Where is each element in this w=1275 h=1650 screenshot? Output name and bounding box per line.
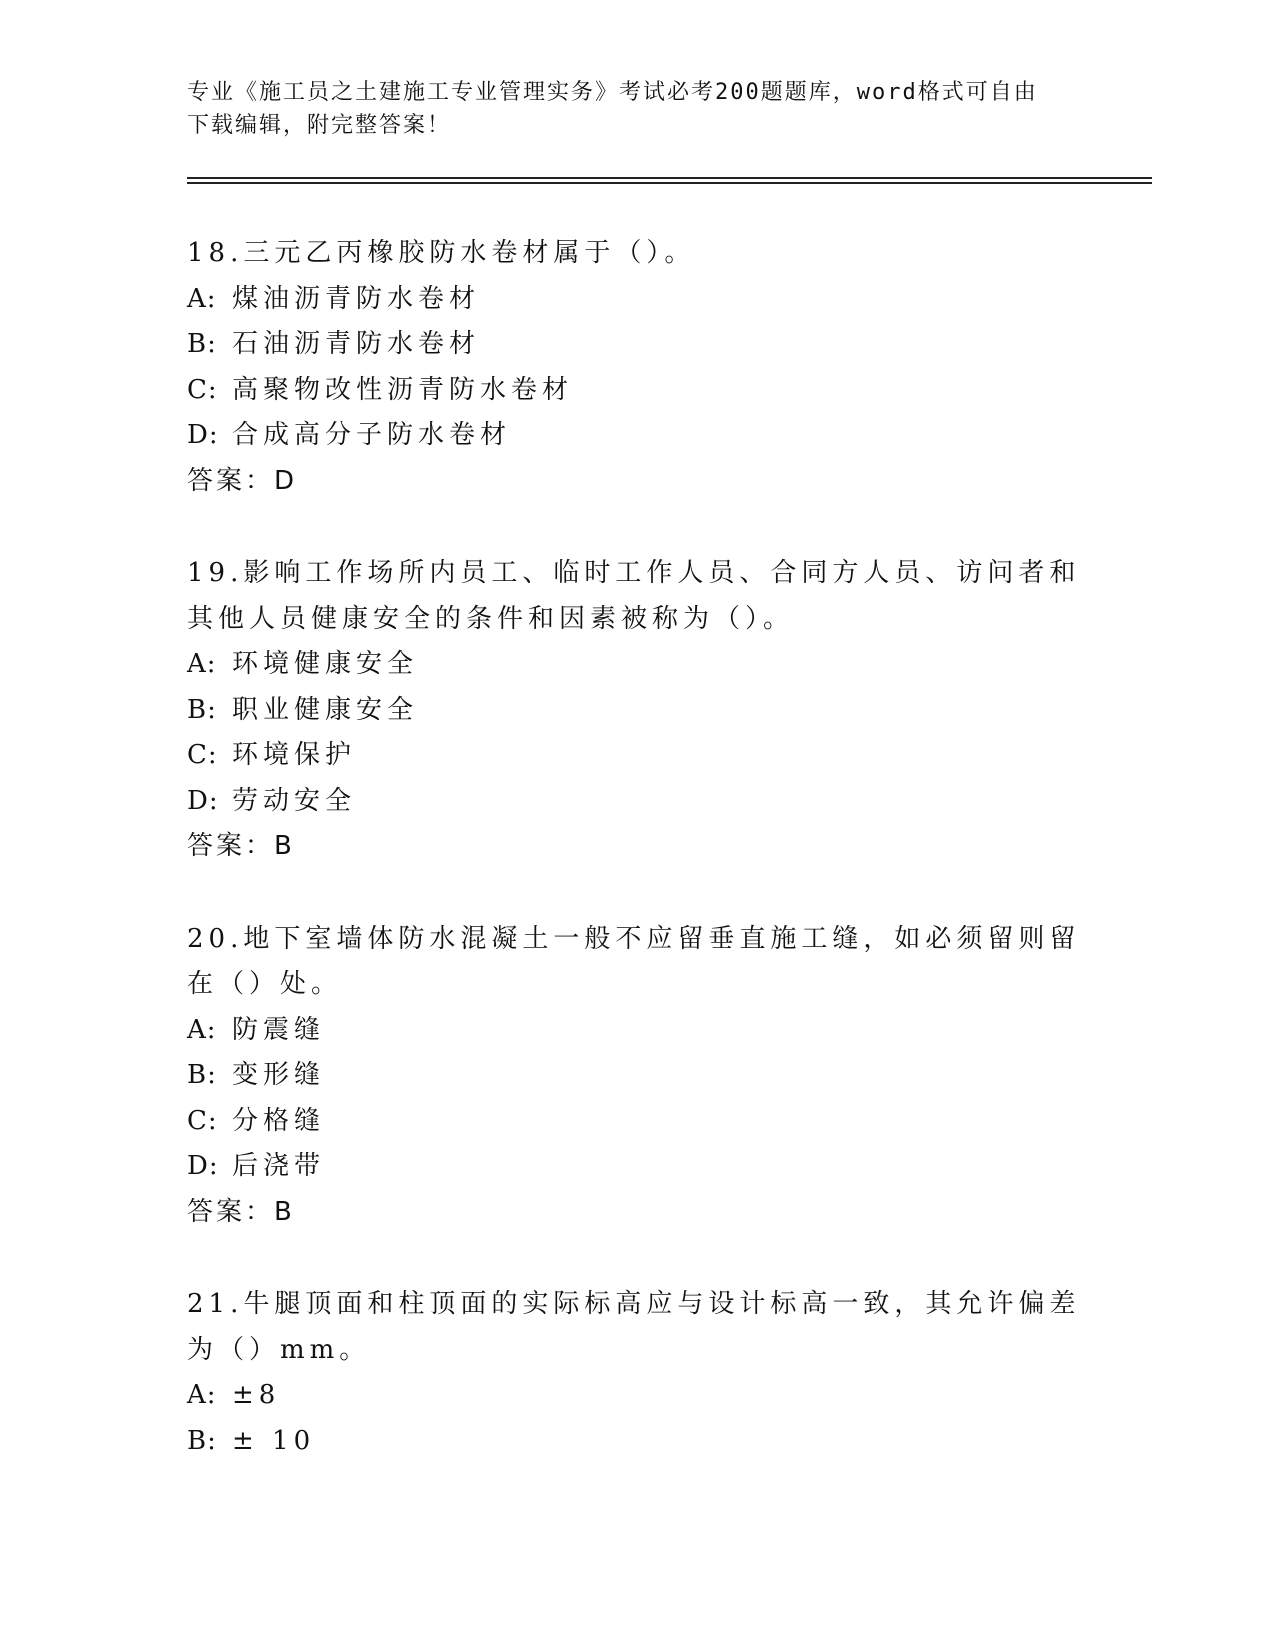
- option-letter: D:: [187, 785, 219, 816]
- option-text: 合成高分子防水卷材: [232, 420, 512, 450]
- option-text: 煤油沥青防水卷材: [232, 283, 481, 314]
- option-letter: B:: [187, 329, 217, 359]
- option-letter: D:: [187, 420, 219, 450]
- option-a: [187, 277, 1087, 323]
- option-text: 后浇带: [232, 1151, 326, 1181]
- option-text: 劳动安全: [232, 785, 357, 816]
- option-c: [187, 1099, 1087, 1145]
- answer-text: 答案：B: [187, 1196, 295, 1227]
- question-20: [187, 917, 1087, 1236]
- option-letter: B:: [187, 1425, 217, 1456]
- option-letter: B:: [187, 694, 217, 725]
- header-title-line-2: 下载编辑，附完整答案！: [187, 113, 452, 138]
- option-c: [187, 368, 1087, 414]
- question-text: 18.三元乙丙橡胶防水卷材属于（）。: [187, 238, 696, 268]
- option-a: [187, 1008, 1087, 1054]
- option-b: [187, 688, 1087, 734]
- option-letter: A:: [187, 1014, 217, 1045]
- document-header: [187, 76, 1087, 142]
- option-b: [187, 1053, 1087, 1099]
- option-b: [187, 322, 1087, 368]
- option-c: [187, 733, 1087, 779]
- option-text: 环境保护: [232, 740, 357, 770]
- answer-text: 答案：D: [187, 465, 298, 496]
- option-letter: A:: [187, 649, 217, 679]
- option-text: 石油沥青防水卷材: [232, 329, 481, 359]
- option-text: 防震缝: [232, 1014, 326, 1045]
- option-text: 环境健康安全: [232, 649, 419, 679]
- option-letter: C:: [187, 1105, 218, 1136]
- option-letter: A:: [187, 283, 217, 314]
- option-b: [187, 1419, 1087, 1465]
- question-18: [187, 231, 1087, 504]
- option-letter: C:: [187, 740, 218, 770]
- header-divider-bottom: [187, 182, 1152, 184]
- question-list: [187, 231, 1087, 1511]
- option-text: 职业健康安全: [232, 694, 419, 725]
- option-text: ± 10: [232, 1425, 316, 1456]
- question-text: 21.牛腿顶面和柱顶面的实际标高应与设计标高一致，其允许偏差为（）mm。: [187, 1289, 1081, 1365]
- answer-text: 答案：B: [187, 831, 295, 861]
- option-a: [187, 642, 1087, 688]
- option-letter: B:: [187, 1060, 217, 1090]
- option-letter: A:: [187, 1380, 217, 1410]
- option-a: [187, 1373, 1087, 1419]
- option-d: [187, 1144, 1087, 1190]
- option-letter: C:: [187, 374, 218, 405]
- option-letter: D:: [187, 1151, 219, 1181]
- option-text: 分格缝: [232, 1105, 326, 1136]
- option-text: 变形缝: [232, 1060, 326, 1090]
- option-text: 高聚物改性沥青防水卷材: [232, 374, 574, 405]
- question-text: 20.地下室墙体防水混凝土一般不应留垂直施工缝，如必须留则留在（）处。: [187, 923, 1081, 999]
- question-21: [187, 1282, 1087, 1464]
- header-title-line-1: 专业《施工员之土建施工专业管理实务》考试必考200题题库，word格式可自由: [187, 80, 1038, 105]
- header-divider-top: [187, 177, 1152, 179]
- option-d: [187, 779, 1087, 825]
- question-text: 19.影响工作场所内员工、临时工作人员、合同方人员、访问者和其他人员健康安全的条件和因素被称为（）。: [187, 558, 1081, 634]
- option-d: [187, 413, 1087, 459]
- question-19: [187, 551, 1087, 870]
- option-text: ±8: [232, 1380, 281, 1410]
